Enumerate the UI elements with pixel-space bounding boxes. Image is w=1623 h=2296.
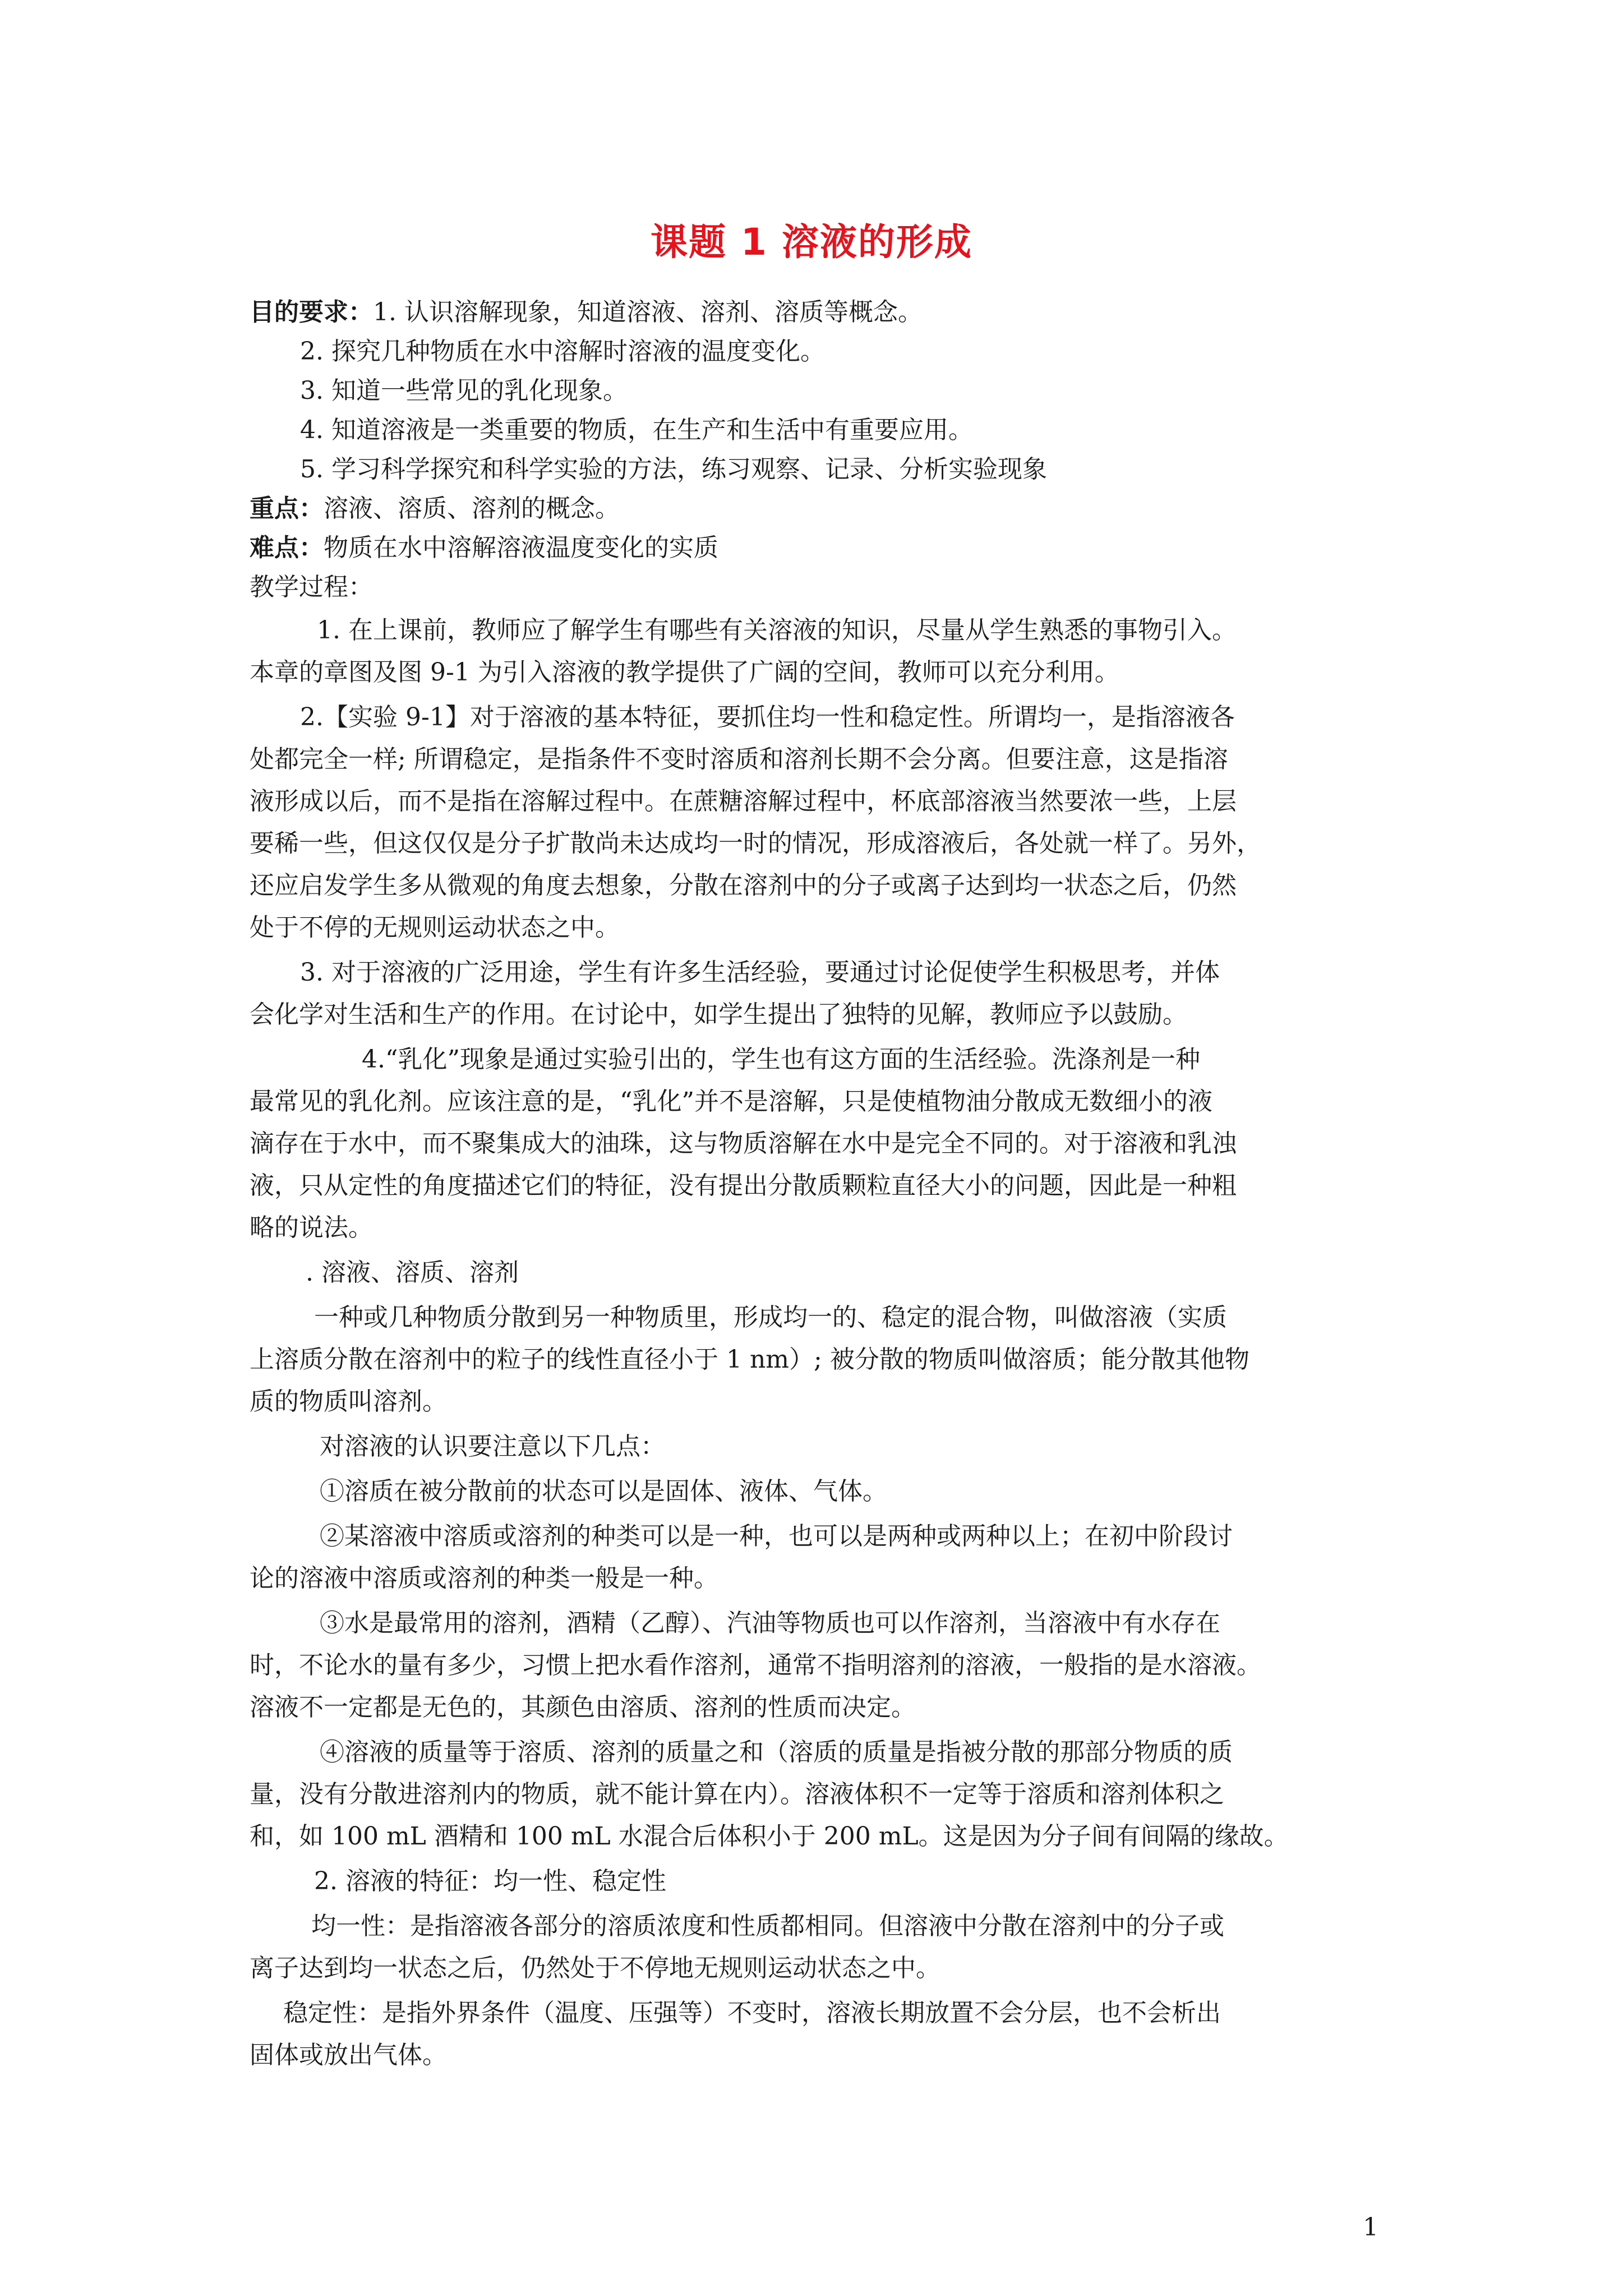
body-line: 处于不停的无规则运动状态之中。 [250, 913, 620, 942]
body-line: 溶液不一定都是无色的，其颜色由溶质、溶剂的性质而决定。 [250, 1693, 916, 1722]
body-line: 还应启发学生多从微观的角度去想象，分散在溶剂中的分子或离子达到均一状态之后，仍然 [250, 871, 1237, 900]
body-line: ②某溶液中溶质或溶剂的种类可以是一种，也可以是两种或两种以上；在初中阶段讨 [320, 1522, 1233, 1550]
body-line: 要稀一些，但这仅仅是分子扩散尚未达成均一时的情况，形成溶液后，各处就一样了。另外， [250, 829, 1261, 858]
page-title: 课题 1 溶液的形成 [651, 220, 972, 264]
body-line: 离子达到均一状态之后，仍然处于不停地无规则运动状态之中。 [250, 1954, 940, 1982]
body-line: 时，不论水的量有多少，习惯上把水看作溶剂，通常不指明溶剂的溶液，一般指的是水溶液。 [250, 1651, 1261, 1680]
page-number: 1 [1363, 2213, 1378, 2242]
objective-item: 4. 知道溶液是一类重要的物质，在生产和生活中有重要应用。 [300, 416, 973, 444]
body-line: 量，没有分散进溶剂内的物质，就不能计算在内）。溶液体积不一定等于溶质和溶剂体积之 [250, 1780, 1224, 1809]
body-line: ④溶液的质量等于溶质、溶剂的质量之和（溶质的质量是指被分散的那部分物质的质 [320, 1738, 1233, 1766]
body-line: 对溶液的认识要注意以下几点： [320, 1432, 665, 1461]
body-line: 论的溶液中溶质或溶剂的种类一般是一种。 [250, 1564, 718, 1593]
body-line: 液形成以后，而不是指在溶解过程中。在蔗糖溶解过程中，杯底部溶液当然要浓一些，上层 [250, 787, 1237, 816]
objective-item: 1. 认识溶解现象，知道溶液、溶剂、溶质等概念。 [373, 298, 923, 326]
body-line: 均一性：是指溶液各部分的溶质浓度和性质都相同。但溶液中分散在溶剂中的分子或 [311, 1912, 1224, 1940]
objective-item: 2. 探究几种物质在水中溶解时溶液的温度变化。 [300, 337, 825, 366]
body-line: 1. 在上课前，教师应了解学生有哪些有关溶液的知识，尽量从学生熟悉的事物引入。 [317, 616, 1237, 645]
difficulty-label: 难点： [250, 533, 324, 562]
body-line: 液，只从定性的角度描述它们的特征，没有提出分散质颗粒直径大小的问题，因此是一种粗 [250, 1171, 1237, 1200]
body-line: 略的说法。 [250, 1213, 373, 1242]
body-line: ①溶质在被分散前的状态可以是固体、液体、气体。 [320, 1477, 887, 1506]
process-label: 教学过程： [250, 573, 373, 601]
body-line: 4.“乳化”现象是通过实验引出的，学生也有这方面的生活经验。洗涤剂是一种 [362, 1045, 1200, 1074]
body-line: 会化学对生活和生产的作用。在讨论中，如学生提出了独特的见解，教师应予以鼓励。 [250, 1000, 1187, 1029]
key-point [250, 493, 1377, 525]
body-line: 最常见的乳化剂。应该注意的是，“乳化”并不是溶解，只是使植物油分散成无数细小的液 [250, 1087, 1212, 1116]
body-line: 3. 对于溶液的广泛用途，学生有许多生活经验，要通过讨论促使学生积极思考，并体 [300, 958, 1220, 987]
body-line: 质的物质叫溶剂。 [250, 1387, 447, 1416]
body-line: 滴存在于水中，而不聚集成大的油珠，这与物质溶解在水中是完全不同的。对于溶液和乳浊 [250, 1129, 1237, 1158]
body-line: 一种或几种物质分散到另一种物质里，形成均一的、稳定的混合物，叫做溶液（实质 [314, 1303, 1227, 1332]
key-point-label: 重点： [250, 494, 324, 523]
body-line: 上溶质分散在溶剂中的粒子的线性直径小于 1 nm）; 被分散的物质叫做溶质；能分散其他物 [250, 1345, 1249, 1374]
body-line: 处都完全一样; 所谓稳定，是指条件不变时溶质和溶剂长期不会分离。但要注意，这是指溶 [250, 745, 1228, 774]
body-line: 稳定性：是指外界条件（温度、压强等）不变时，溶液长期放置不会分层，也不会析出 [283, 1999, 1221, 2027]
section-heading: 2. 溶液的特征：均一性、稳定性 [314, 1867, 666, 1895]
body-line: 固体或放出气体。 [250, 2041, 447, 2069]
body-line: 本章的章图及图 9-1 为引入溶液的教学提供了广阔的空间，教师可以充分利用。 [250, 658, 1119, 687]
body-line: 2.【实验 9-1】对于溶液的基本特征，要抓住均一性和稳定性。所谓均一，是指溶液各 [300, 703, 1235, 731]
body-line: 和，如 100 mL 酒精和 100 mL 水混合后体积小于 200 mL。这是因为分子间有间隔的缘故。 [250, 1822, 1289, 1851]
body-line: ③水是最常用的溶剂，酒精（乙醇）、汽油等物质也可以作溶剂，当溶液中有水存在 [320, 1609, 1220, 1637]
key-point-text: 溶液、溶质、溶剂的概念。 [324, 494, 620, 523]
objective-item: 3. 知道一些常见的乳化现象。 [300, 376, 628, 405]
objectives-line-1 [250, 296, 1377, 329]
difficulty [250, 532, 1377, 564]
difficulty-text: 物质在水中溶解溶液温度变化的实质 [324, 533, 718, 562]
section-heading: . 溶液、溶质、溶剂 [306, 1258, 519, 1287]
objective-item: 5. 学习科学探究和科学实验的方法，练习观察、记录、分析实验现象 [300, 455, 1047, 484]
objectives-label: 目的要求： [250, 298, 373, 326]
